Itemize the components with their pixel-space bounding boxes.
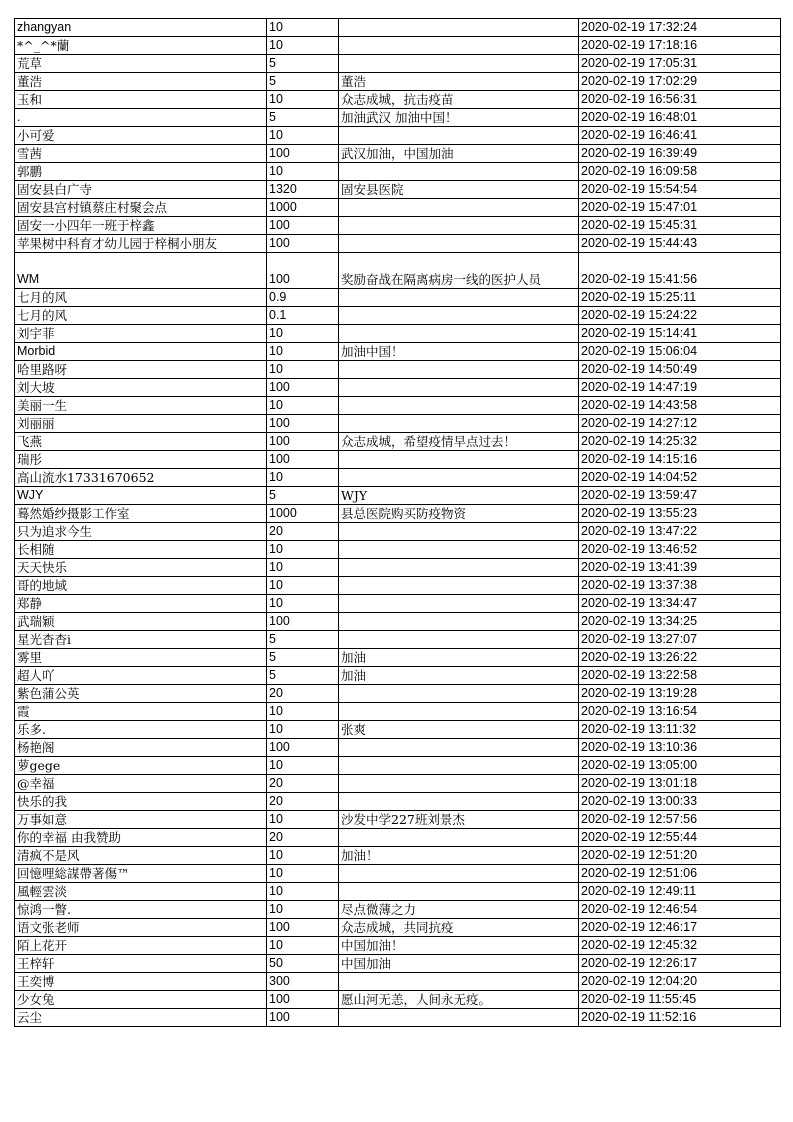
amount-cell: 10 xyxy=(267,865,339,883)
table-row xyxy=(15,73,781,91)
message-cell xyxy=(339,559,579,577)
message-cell xyxy=(339,307,579,325)
donor-name-cell: 霞 xyxy=(15,703,267,721)
timestamp-cell: 2020-02-19 15:25:11 xyxy=(579,289,781,307)
message-cell xyxy=(339,55,579,73)
message-cell: 中国加油！ xyxy=(339,937,579,955)
timestamp-cell: 2020-02-19 15:14:41 xyxy=(579,325,781,343)
table-row xyxy=(15,199,781,217)
message-cell: 张爽 xyxy=(339,721,579,739)
timestamp-cell: 2020-02-19 15:06:04 xyxy=(579,343,781,361)
amount-cell: 100 xyxy=(267,433,339,451)
timestamp-cell: 2020-02-19 13:47:22 xyxy=(579,523,781,541)
timestamp-cell: 2020-02-19 13:22:58 xyxy=(579,667,781,685)
donor-name-cell: Morbid xyxy=(15,343,267,361)
table-row xyxy=(15,919,781,937)
donor-name-cell: 超人吖 xyxy=(15,667,267,685)
message-cell: 加油中国！ xyxy=(339,343,579,361)
amount-cell: 1320 xyxy=(267,181,339,199)
table-row xyxy=(15,559,781,577)
timestamp-cell: 2020-02-19 17:05:31 xyxy=(579,55,781,73)
amount-cell: 10 xyxy=(267,361,339,379)
timestamp-cell: 2020-02-19 15:47:01 xyxy=(579,199,781,217)
table-row xyxy=(15,865,781,883)
timestamp-cell: 2020-02-19 13:27:07 xyxy=(579,631,781,649)
message-cell: 加油武汉 加油中国！ xyxy=(339,109,579,127)
message-cell xyxy=(339,235,579,253)
donor-name-cell: 小可爱 xyxy=(15,127,267,145)
message-cell xyxy=(339,793,579,811)
amount-cell: 0.9 xyxy=(267,289,339,307)
table-row xyxy=(15,613,781,631)
donor-name-cell: 雾里 xyxy=(15,649,267,667)
timestamp-cell: 2020-02-19 15:45:31 xyxy=(579,217,781,235)
donor-name-cell: WM xyxy=(15,253,267,289)
amount-cell: 1000 xyxy=(267,199,339,217)
amount-cell: 10 xyxy=(267,469,339,487)
donor-name-cell: 快乐的我 xyxy=(15,793,267,811)
amount-cell: 10 xyxy=(267,559,339,577)
message-cell xyxy=(339,361,579,379)
timestamp-cell: 2020-02-19 12:46:54 xyxy=(579,901,781,919)
table-row xyxy=(15,487,781,505)
amount-cell: 100 xyxy=(267,991,339,1009)
amount-cell: 300 xyxy=(267,973,339,991)
table-row xyxy=(15,991,781,1009)
donor-name-cell: 惊鸿一瞥. xyxy=(15,901,267,919)
timestamp-cell: 2020-02-19 16:48:01 xyxy=(579,109,781,127)
donor-name-cell: 雪茜 xyxy=(15,145,267,163)
table-row xyxy=(15,253,781,289)
amount-cell: 10 xyxy=(267,937,339,955)
message-cell xyxy=(339,757,579,775)
donor-name-cell: 王奕博 xyxy=(15,973,267,991)
donor-name-cell: 长相随 xyxy=(15,541,267,559)
timestamp-cell: 2020-02-19 11:55:45 xyxy=(579,991,781,1009)
table-row xyxy=(15,685,781,703)
timestamp-cell: 2020-02-19 13:55:23 xyxy=(579,505,781,523)
table-row xyxy=(15,901,781,919)
donor-name-cell: 万事如意 xyxy=(15,811,267,829)
table-row xyxy=(15,937,781,955)
table-row xyxy=(15,91,781,109)
amount-cell: 5 xyxy=(267,73,339,91)
table-row xyxy=(15,433,781,451)
table-row xyxy=(15,757,781,775)
table-row xyxy=(15,703,781,721)
donor-name-cell: *^_^*蘭 xyxy=(15,37,267,55)
message-cell xyxy=(339,163,579,181)
donor-name-cell: 高山流水17331670652 xyxy=(15,469,267,487)
table-row xyxy=(15,181,781,199)
timestamp-cell: 2020-02-19 13:10:36 xyxy=(579,739,781,757)
timestamp-cell: 2020-02-19 13:16:54 xyxy=(579,703,781,721)
timestamp-cell: 2020-02-19 14:43:58 xyxy=(579,397,781,415)
timestamp-cell: 2020-02-19 14:04:52 xyxy=(579,469,781,487)
message-cell xyxy=(339,289,579,307)
message-cell: 县总医院购买防疫物资 xyxy=(339,505,579,523)
timestamp-cell: 2020-02-19 13:00:33 xyxy=(579,793,781,811)
message-cell xyxy=(339,415,579,433)
table-row xyxy=(15,847,781,865)
message-cell: 董浩 xyxy=(339,73,579,91)
amount-cell: 50 xyxy=(267,955,339,973)
message-cell xyxy=(339,775,579,793)
amount-cell: 20 xyxy=(267,829,339,847)
donor-name-cell: 苹果树中科育才幼儿园于梓桐小朋友 xyxy=(15,235,267,253)
amount-cell: 5 xyxy=(267,631,339,649)
table-row xyxy=(15,1009,781,1027)
table-row xyxy=(15,361,781,379)
table-row xyxy=(15,37,781,55)
timestamp-cell: 2020-02-19 12:55:44 xyxy=(579,829,781,847)
table-row xyxy=(15,739,781,757)
message-cell xyxy=(339,199,579,217)
timestamp-cell: 2020-02-19 12:49:11 xyxy=(579,883,781,901)
table-row xyxy=(15,595,781,613)
timestamp-cell: 2020-02-19 12:51:06 xyxy=(579,865,781,883)
message-cell xyxy=(339,865,579,883)
donor-name-cell: 哥的地域 xyxy=(15,577,267,595)
donor-name-cell: 荒草 xyxy=(15,55,267,73)
table-row xyxy=(15,469,781,487)
amount-cell: 20 xyxy=(267,523,339,541)
message-cell xyxy=(339,883,579,901)
message-cell xyxy=(339,523,579,541)
donor-name-cell: zhangyan xyxy=(15,19,267,37)
table-row xyxy=(15,523,781,541)
donor-name-cell: 云尘 xyxy=(15,1009,267,1027)
message-cell xyxy=(339,577,579,595)
donor-name-cell: . xyxy=(15,109,267,127)
message-cell xyxy=(339,469,579,487)
amount-cell: 10 xyxy=(267,37,339,55)
table-row xyxy=(15,541,781,559)
donor-name-cell: 少女兔 xyxy=(15,991,267,1009)
amount-cell: 10 xyxy=(267,721,339,739)
timestamp-cell: 2020-02-19 12:26:17 xyxy=(579,955,781,973)
message-cell xyxy=(339,37,579,55)
table-row xyxy=(15,811,781,829)
timestamp-cell: 2020-02-19 16:39:49 xyxy=(579,145,781,163)
donor-name-cell: 郑静 xyxy=(15,595,267,613)
donor-name-cell: 乐多. xyxy=(15,721,267,739)
timestamp-cell: 2020-02-19 12:51:20 xyxy=(579,847,781,865)
amount-cell: 10 xyxy=(267,703,339,721)
donor-name-cell: 紫色蒲公英 xyxy=(15,685,267,703)
message-cell: 固安县医院 xyxy=(339,181,579,199)
donor-name-cell: 回憶哩総謀帶著傷™ xyxy=(15,865,267,883)
timestamp-cell: 2020-02-19 15:41:56 xyxy=(579,253,781,289)
table-row xyxy=(15,145,781,163)
timestamp-cell: 2020-02-19 17:18:16 xyxy=(579,37,781,55)
amount-cell: 10 xyxy=(267,595,339,613)
table-row xyxy=(15,505,781,523)
donor-name-cell: 语文张老师 xyxy=(15,919,267,937)
timestamp-cell: 2020-02-19 14:25:32 xyxy=(579,433,781,451)
timestamp-cell: 2020-02-19 15:44:43 xyxy=(579,235,781,253)
amount-cell: 10 xyxy=(267,325,339,343)
timestamp-cell: 2020-02-19 15:54:54 xyxy=(579,181,781,199)
table-row xyxy=(15,307,781,325)
donor-name-cell: 哈里路呀 xyxy=(15,361,267,379)
timestamp-cell: 2020-02-19 13:41:39 xyxy=(579,559,781,577)
timestamp-cell: 2020-02-19 13:05:00 xyxy=(579,757,781,775)
donor-name-cell: 玉和 xyxy=(15,91,267,109)
message-cell: 加油 xyxy=(339,667,579,685)
table-row xyxy=(15,667,781,685)
table-row xyxy=(15,163,781,181)
timestamp-cell: 2020-02-19 13:59:47 xyxy=(579,487,781,505)
donor-name-cell: 七月的风 xyxy=(15,289,267,307)
table-row xyxy=(15,793,781,811)
timestamp-cell: 2020-02-19 14:15:16 xyxy=(579,451,781,469)
message-cell: 奖励奋战在隔离病房一线的医护人员 xyxy=(339,253,579,289)
table-row xyxy=(15,235,781,253)
donor-name-cell: 飞燕 xyxy=(15,433,267,451)
table-row xyxy=(15,127,781,145)
table-row xyxy=(15,973,781,991)
amount-cell: 20 xyxy=(267,793,339,811)
timestamp-cell: 2020-02-19 14:27:12 xyxy=(579,415,781,433)
donor-name-cell: 風輕雲淡 xyxy=(15,883,267,901)
amount-cell: 100 xyxy=(267,1009,339,1027)
timestamp-cell: 2020-02-19 14:47:19 xyxy=(579,379,781,397)
message-cell xyxy=(339,613,579,631)
timestamp-cell: 2020-02-19 16:09:58 xyxy=(579,163,781,181)
table-row xyxy=(15,379,781,397)
timestamp-cell: 2020-02-19 14:50:49 xyxy=(579,361,781,379)
message-cell: 众志成城，抗击疫苗 xyxy=(339,91,579,109)
message-cell xyxy=(339,379,579,397)
table-row xyxy=(15,649,781,667)
table-row xyxy=(15,451,781,469)
amount-cell: 5 xyxy=(267,109,339,127)
donor-name-cell: 你的幸福 由我赞助 xyxy=(15,829,267,847)
amount-cell: 10 xyxy=(267,91,339,109)
amount-cell: 100 xyxy=(267,613,339,631)
table-row xyxy=(15,325,781,343)
amount-cell: 100 xyxy=(267,451,339,469)
amount-cell: 10 xyxy=(267,883,339,901)
message-cell xyxy=(339,397,579,415)
message-cell: 众志成城，希望疫情早点过去！ xyxy=(339,433,579,451)
amount-cell: 0.1 xyxy=(267,307,339,325)
donor-name-cell: 萝gege xyxy=(15,757,267,775)
donor-name-cell: 郭鹏 xyxy=(15,163,267,181)
message-cell: 尽点微薄之力 xyxy=(339,901,579,919)
message-cell xyxy=(339,19,579,37)
table-row xyxy=(15,955,781,973)
amount-cell: 10 xyxy=(267,541,339,559)
donor-name-cell: 天天快乐 xyxy=(15,559,267,577)
timestamp-cell: 2020-02-19 13:37:38 xyxy=(579,577,781,595)
amount-cell: 10 xyxy=(267,343,339,361)
donor-name-cell: 王梓轩 xyxy=(15,955,267,973)
table-row xyxy=(15,343,781,361)
donor-name-cell: 董浩 xyxy=(15,73,267,91)
table-row xyxy=(15,775,781,793)
message-cell: 加油 xyxy=(339,649,579,667)
table-row xyxy=(15,289,781,307)
timestamp-cell: 2020-02-19 13:01:18 xyxy=(579,775,781,793)
message-cell xyxy=(339,685,579,703)
amount-cell: 10 xyxy=(267,811,339,829)
timestamp-cell: 2020-02-19 12:57:56 xyxy=(579,811,781,829)
timestamp-cell: 2020-02-19 13:34:47 xyxy=(579,595,781,613)
table-row xyxy=(15,19,781,37)
message-cell: 众志成城，共同抗疫 xyxy=(339,919,579,937)
donor-name-cell: 固安县宫村镇蔡庄村聚会点 xyxy=(15,199,267,217)
table-row xyxy=(15,721,781,739)
message-cell xyxy=(339,703,579,721)
amount-cell: 1000 xyxy=(267,505,339,523)
donor-name-cell: 固安一小四年一班于梓鑫 xyxy=(15,217,267,235)
amount-cell: 10 xyxy=(267,397,339,415)
timestamp-cell: 2020-02-19 17:02:29 xyxy=(579,73,781,91)
donation-table xyxy=(14,18,781,1027)
table-row xyxy=(15,577,781,595)
message-cell xyxy=(339,829,579,847)
message-cell xyxy=(339,595,579,613)
donor-name-cell: 清疯不是风 xyxy=(15,847,267,865)
message-cell: 愿山河无恙，人间永无疫。 xyxy=(339,991,579,1009)
message-cell: 武汉加油，中国加油 xyxy=(339,145,579,163)
amount-cell: 10 xyxy=(267,901,339,919)
amount-cell: 10 xyxy=(267,757,339,775)
message-cell xyxy=(339,739,579,757)
donor-name-cell: 固安县白广寺 xyxy=(15,181,267,199)
timestamp-cell: 2020-02-19 13:19:28 xyxy=(579,685,781,703)
amount-cell: 10 xyxy=(267,19,339,37)
amount-cell: 20 xyxy=(267,775,339,793)
donor-name-cell: @幸福 xyxy=(15,775,267,793)
message-cell xyxy=(339,631,579,649)
table-row xyxy=(15,829,781,847)
donor-name-cell: 刘丽丽 xyxy=(15,415,267,433)
timestamp-cell: 2020-02-19 17:32:24 xyxy=(579,19,781,37)
timestamp-cell: 2020-02-19 13:26:22 xyxy=(579,649,781,667)
message-cell: WJY xyxy=(339,487,579,505)
table-row xyxy=(15,217,781,235)
donor-name-cell: 星光杳杳i xyxy=(15,631,267,649)
timestamp-cell: 2020-02-19 13:34:25 xyxy=(579,613,781,631)
donor-name-cell: 蓦然婚纱摄影工作室 xyxy=(15,505,267,523)
amount-cell: 10 xyxy=(267,847,339,865)
table-row xyxy=(15,55,781,73)
message-cell xyxy=(339,1009,579,1027)
amount-cell: 100 xyxy=(267,235,339,253)
timestamp-cell: 2020-02-19 13:11:32 xyxy=(579,721,781,739)
donor-name-cell: 陌上花开 xyxy=(15,937,267,955)
timestamp-cell: 2020-02-19 13:46:52 xyxy=(579,541,781,559)
donor-name-cell: 杨艳阁 xyxy=(15,739,267,757)
timestamp-cell: 2020-02-19 16:46:41 xyxy=(579,127,781,145)
amount-cell: 10 xyxy=(267,163,339,181)
table-row xyxy=(15,631,781,649)
message-cell xyxy=(339,451,579,469)
amount-cell: 100 xyxy=(267,739,339,757)
donor-name-cell: 刘大坡 xyxy=(15,379,267,397)
donor-name-cell: 美丽一生 xyxy=(15,397,267,415)
amount-cell: 100 xyxy=(267,253,339,289)
amount-cell: 100 xyxy=(267,217,339,235)
amount-cell: 5 xyxy=(267,667,339,685)
amount-cell: 10 xyxy=(267,577,339,595)
donor-name-cell: 瑞彤 xyxy=(15,451,267,469)
donor-name-cell: 武瑞颖 xyxy=(15,613,267,631)
table-row xyxy=(15,109,781,127)
message-cell xyxy=(339,541,579,559)
amount-cell: 5 xyxy=(267,649,339,667)
timestamp-cell: 2020-02-19 15:24:22 xyxy=(579,307,781,325)
amount-cell: 100 xyxy=(267,415,339,433)
message-cell xyxy=(339,217,579,235)
timestamp-cell: 2020-02-19 11:52:16 xyxy=(579,1009,781,1027)
message-cell xyxy=(339,325,579,343)
amount-cell: 20 xyxy=(267,685,339,703)
message-cell: 中国加油 xyxy=(339,955,579,973)
donor-name-cell: 刘宇菲 xyxy=(15,325,267,343)
timestamp-cell: 2020-02-19 12:04:20 xyxy=(579,973,781,991)
donor-name-cell: WJY xyxy=(15,487,267,505)
message-cell: 沙发中学227班刘景杰 xyxy=(339,811,579,829)
message-cell xyxy=(339,973,579,991)
amount-cell: 100 xyxy=(267,145,339,163)
table-row xyxy=(15,397,781,415)
timestamp-cell: 2020-02-19 16:56:31 xyxy=(579,91,781,109)
table-row xyxy=(15,883,781,901)
amount-cell: 100 xyxy=(267,919,339,937)
timestamp-cell: 2020-02-19 12:46:17 xyxy=(579,919,781,937)
amount-cell: 5 xyxy=(267,487,339,505)
amount-cell: 100 xyxy=(267,379,339,397)
timestamp-cell: 2020-02-19 12:45:32 xyxy=(579,937,781,955)
message-cell: 加油！ xyxy=(339,847,579,865)
amount-cell: 10 xyxy=(267,127,339,145)
message-cell xyxy=(339,127,579,145)
donor-name-cell: 只为追求今生 xyxy=(15,523,267,541)
donor-name-cell: 七月的风 xyxy=(15,307,267,325)
amount-cell: 5 xyxy=(267,55,339,73)
donation-table-body xyxy=(15,19,781,1027)
table-row xyxy=(15,415,781,433)
